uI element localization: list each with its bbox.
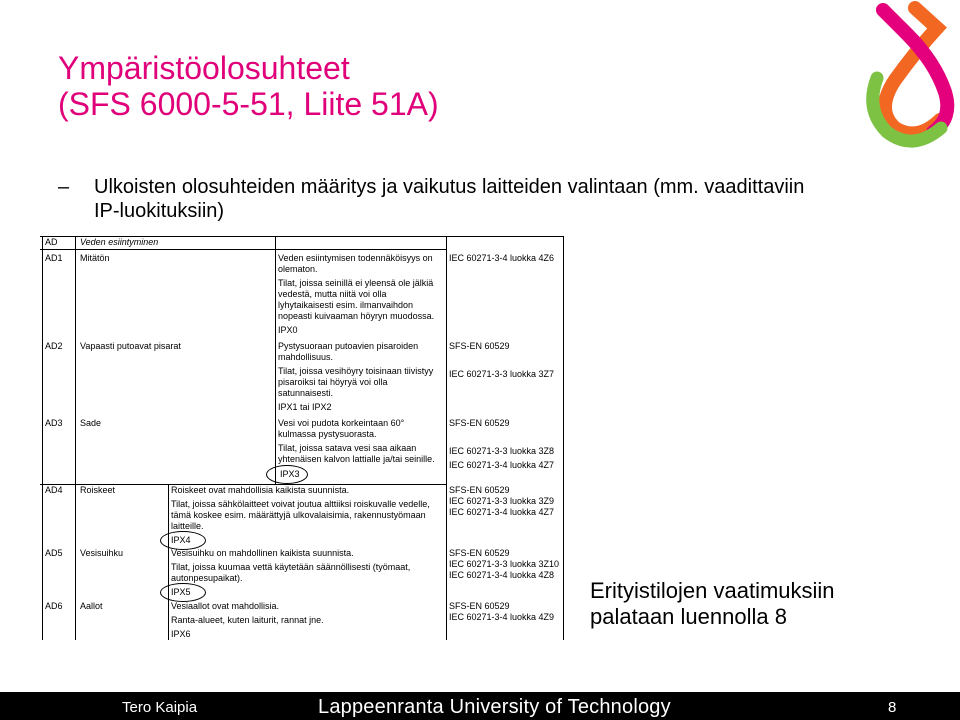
row-std-line: SFS-EN 60529 — [449, 341, 510, 351]
row-desc-line: Tilat, joissa sähkölaitteet voivat joutua alttiiksi roiskuvalle vedelle, — [171, 499, 430, 509]
row-desc-line: nopeasti kuivaaman höyryn muodossa. — [278, 311, 435, 321]
row-std-line: IEC 60271-3-4 luokka 4Z7 — [449, 460, 555, 470]
row-std-line: SFS-EN 60529 — [449, 548, 510, 558]
row-desc-line: yhtenäisen kalvon lattialle ja/tai seinille. — [278, 454, 435, 464]
note-line2: palataan luennolla 8 — [590, 604, 787, 629]
row-name: Sade — [80, 418, 102, 428]
table-left-rule — [42, 236, 43, 640]
row-desc-line: kulmassa pystysuorasta. — [278, 429, 377, 439]
lut-ampersand-logo — [855, 0, 960, 150]
row-desc-line: Veden esiintymisen todennäköisyys on — [278, 253, 433, 263]
row-desc-line: laitteille. — [171, 521, 204, 531]
row-code: AD1 — [45, 253, 63, 263]
row-desc-line: Vesiaallot ovat mahdollisia. — [171, 601, 280, 611]
row-name: Aallot — [80, 601, 103, 611]
row-name: Mitätön — [80, 253, 110, 263]
row-name: Vapaasti putoavat pisarat — [80, 341, 181, 351]
row-desc-line: Vesisuihku on mahdollinen kaikista suunnista. — [171, 548, 354, 558]
note-line1: Erityistilojen vaatimuksiin — [590, 578, 835, 603]
special-rooms-note — [590, 578, 835, 630]
row-std-line: IEC 60271-3-4 luokka 4Z8 — [449, 570, 555, 580]
row-ip-class: IPX4 — [171, 535, 191, 545]
row-ip-class: IPX5 — [171, 587, 191, 597]
row-code: AD5 — [45, 548, 63, 558]
row-std-line: IEC 60271-3-4 luokka 4Z7 — [449, 507, 555, 517]
row-desc-line: Tilat, joissa satava vesi saa aikaan — [278, 443, 417, 453]
table-header-code: AD — [45, 237, 58, 247]
table-right-rule — [563, 236, 564, 640]
row-desc-line: Tilat, joissa kuumaa vettä käytetään säännöllisesti (työmaat, — [171, 562, 411, 572]
row-ip-class: IPX0 — [278, 325, 298, 335]
row-desc-line: olematon. — [278, 264, 318, 274]
row-code: AD2 — [45, 341, 63, 351]
slide-title-line1: Ympäristöolosuhteet — [58, 50, 350, 86]
row-desc-line: vedestä, mutta niitä voi olla — [278, 289, 387, 299]
row-std-line: SFS-EN 60529 — [449, 485, 510, 495]
row-desc-line: lyhytaikaisesti esim. ilmanvaihdon — [278, 300, 414, 310]
row-code: AD3 — [45, 418, 63, 428]
bullet-dash: – — [58, 176, 70, 198]
row-desc-line: Pystysuoraan putoavien pisaroiden — [278, 341, 419, 351]
footer-bar — [0, 692, 960, 720]
bullet-text: Ulkoisten olosuhteiden määritys ja vaikutus laitteiden valintaan (mm. vaadittaviin IP-luokituksiin) — [94, 176, 805, 222]
environment-conditions-table — [40, 236, 564, 640]
row-desc-line: Tilat, joissa vesihöyry toisinaan tiivistyy — [278, 366, 434, 376]
row-desc-line: satunnaisesti. — [278, 388, 334, 398]
row-desc-line: Vesi voi pudota korkeintaan 60° — [278, 418, 405, 428]
row-ip-class: IPX1 tai IPX2 — [278, 402, 332, 412]
row-desc-line: Roiskeet ovat mahdollisia kaikista suunnista. — [171, 485, 350, 495]
ipx5-circle-mark — [160, 583, 206, 602]
row-name: Roiskeet — [80, 485, 116, 495]
row-std-line: SFS-EN 60529 — [449, 418, 510, 428]
row-name: Vesisuihku — [80, 548, 124, 558]
row-std-line: IEC 60271-3-4 luokka 4Z9 — [449, 612, 555, 622]
slide-number: 8 — [888, 699, 897, 716]
slide-title-line2: (SFS 6000-5-51, Liite 51A) — [58, 86, 439, 122]
row-ip-class: IPX6 — [171, 629, 191, 639]
row-desc-line: tämä koskee esim. määrättyjä ulkovalaisimia, rakennustyömaan — [171, 510, 426, 520]
ipx3-circle-mark — [266, 465, 308, 484]
row-std-line: IEC 60271-3-3 luokka 3Z7 — [449, 369, 555, 379]
row-desc-line: autonpesupaikat). — [171, 573, 243, 583]
table-header-rule — [40, 249, 446, 250]
table-col-rule-3 — [446, 236, 447, 640]
table-col-rule-2b — [168, 484, 169, 640]
row-desc-line: pisaroiksi tai höyryä voi olla — [278, 377, 388, 387]
row-code: AD4 — [45, 485, 63, 495]
footer-university: Lappeenranta University of Technology — [318, 696, 671, 718]
row-ip-class: IPX3 — [280, 469, 300, 479]
row-std-line: SFS-EN 60529 — [449, 601, 510, 611]
row-std-line: IEC 60271-3-3 luokka 3Z9 — [449, 496, 555, 506]
table-col-rule-1 — [75, 236, 76, 640]
table-col-rule-2 — [275, 236, 276, 484]
row-std-line: IEC 60271-3-4 luokka 4Z6 — [449, 253, 555, 263]
row-desc-line: Ranta-alueet, kuten laiturit, rannat jne. — [171, 615, 324, 625]
footer-author: Tero Kaipia — [122, 699, 198, 716]
slide-title — [58, 50, 439, 122]
row-desc-line: mahdollisuus. — [278, 352, 334, 362]
table-header-title: Veden esiintyminen — [80, 237, 159, 247]
row-std-line: IEC 60271-3-3 luokka 3Z10 — [449, 559, 560, 569]
row-desc-line: Tilat, joissa seinillä ei yleensä ole jälkiä — [278, 278, 434, 288]
row-std-line: IEC 60271-3-3 luokka 3Z8 — [449, 446, 555, 456]
row-code: AD6 — [45, 601, 63, 611]
